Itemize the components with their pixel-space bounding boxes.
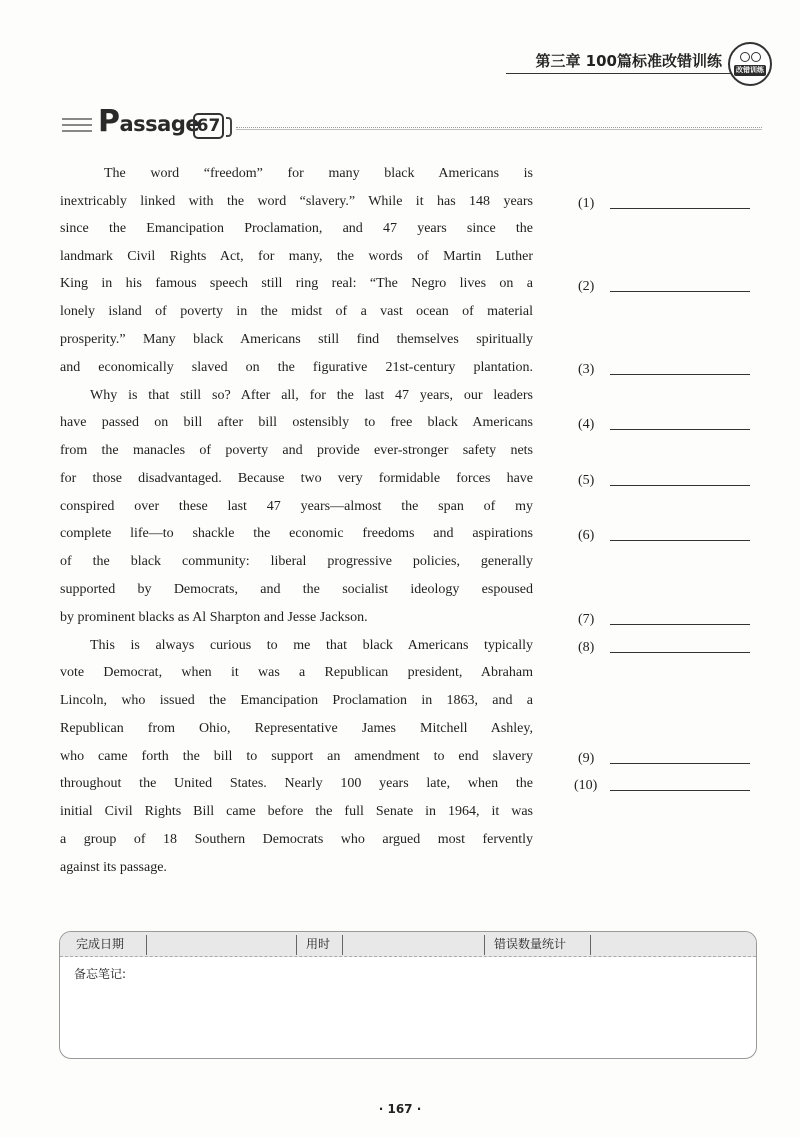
passage-line: throughout the United States. Nearly 100 years late, when the xyxy=(60,776,533,791)
answer-blank-1[interactable] xyxy=(610,208,750,209)
header-rule xyxy=(506,73,736,74)
answer-number-9: (9) xyxy=(578,751,595,766)
passage-line: Lincoln, who issued the Emancipation Proclamation in 1863, and a xyxy=(60,693,533,708)
record-divider xyxy=(146,935,147,955)
passage-line: Republican from Ohio, Representative James Mitchell Ashley, xyxy=(60,721,533,736)
answer-blank-9[interactable] xyxy=(610,763,750,764)
record-divider xyxy=(484,935,485,955)
title-decoration xyxy=(62,118,92,136)
passage-line: of the black community: liberal progressive policies, generally xyxy=(60,554,533,569)
answer-number-1: (1) xyxy=(578,196,595,211)
passage-number: 67 xyxy=(193,113,224,139)
passage-line: who came forth the bill to support an amendment to end slavery xyxy=(60,749,533,764)
page-number: · 167 · xyxy=(378,1102,422,1116)
passage-line: a group of 18 Southern Democrats who argued most fervently xyxy=(60,832,533,847)
error-count-label: 错误数量统计 xyxy=(494,937,567,951)
answer-number-3: (3) xyxy=(578,362,595,377)
passage-line: inextricably linked with the word “slavery.” While it has 148 years xyxy=(60,194,533,209)
answer-number-10: (10) xyxy=(574,778,598,793)
passage-line: landmark Civil Rights Act, for many, the words of Martin Luther xyxy=(60,249,533,264)
badge-eye-left xyxy=(740,52,750,62)
passage-title-initial: P xyxy=(98,104,120,139)
record-header xyxy=(60,932,756,957)
answer-blank-3[interactable] xyxy=(610,374,750,375)
passage-line: for those disadvantaged. Because two very formidable forces have xyxy=(60,471,533,486)
answer-blank-5[interactable] xyxy=(610,485,750,486)
time-used-label: 用时 xyxy=(306,937,331,951)
passage-line: Why is that still so? After all, for the last 47 years, our leaders xyxy=(90,388,533,403)
chapter-title: 第三章 100篇标准改错训练 xyxy=(535,52,722,70)
answer-blank-2[interactable] xyxy=(610,291,750,292)
record-box xyxy=(59,931,757,1059)
answer-number-7: (7) xyxy=(578,612,595,627)
answer-blank-7[interactable] xyxy=(610,624,750,625)
answer-number-6: (6) xyxy=(578,528,595,543)
passage-line: King in his famous speech still ring real: “The Negro lives on a xyxy=(60,276,533,291)
badge-label: 改错训练 xyxy=(736,66,764,74)
passage-title-rest: assage xyxy=(119,112,200,136)
memo-notes-label: 备忘笔记: xyxy=(74,967,127,981)
passage-line: This is always curious to me that black Americans typically xyxy=(90,638,533,653)
answer-blank-10[interactable] xyxy=(610,790,750,791)
record-divider xyxy=(342,935,343,955)
passage-line: The word “freedom” for many black Americans is xyxy=(104,166,533,181)
answer-number-2: (2) xyxy=(578,279,595,294)
answer-number-5: (5) xyxy=(578,473,595,488)
passage-line: prosperity.” Many black Americans still find themselves spiritually xyxy=(60,332,533,347)
passage-line: and economically slaved on the figurative 21st-century plantation. xyxy=(60,360,533,375)
passage-line: since the Emancipation Proclamation, and 47 years since the xyxy=(60,221,533,236)
passage-line: from the manacles of poverty and provide ever-stronger safety nets xyxy=(60,443,533,458)
answer-blank-6[interactable] xyxy=(610,540,750,541)
title-bracket xyxy=(226,117,232,137)
passage-line: lonely island of poverty in the midst of a vast ocean of material xyxy=(60,304,533,319)
passage-line: by prominent blacks as Al Sharpton and Jesse Jackson. xyxy=(60,610,368,625)
record-divider xyxy=(296,935,297,955)
chapter-badge-icon xyxy=(728,42,772,86)
passage-line: complete life—to shackle the economic freedoms and aspirations xyxy=(60,526,533,541)
answer-blank-8[interactable] xyxy=(610,652,750,653)
answer-blank-4[interactable] xyxy=(610,429,750,430)
passage-line: against its passage. xyxy=(60,860,167,875)
answer-number-4: (4) xyxy=(578,417,595,432)
passage-line: supported by Democrats, and the socialist ideology espoused xyxy=(60,582,533,597)
passage-line: vote Democrat, when it was a Republican president, Abraham xyxy=(60,665,533,680)
passage-title xyxy=(98,104,199,139)
badge-eye-right xyxy=(751,52,761,62)
completion-date-label: 完成日期 xyxy=(76,937,125,951)
passage-line: have passed on bill after bill ostensibly to free black Americans xyxy=(60,415,533,430)
answer-number-8: (8) xyxy=(578,640,595,655)
record-divider xyxy=(590,935,591,955)
title-rule xyxy=(236,127,762,130)
passage-line: conspired over these last 47 years—almost the span of my xyxy=(60,499,533,514)
passage-line: initial Civil Rights Bill came before the full Senate in 1964, it was xyxy=(60,804,533,819)
